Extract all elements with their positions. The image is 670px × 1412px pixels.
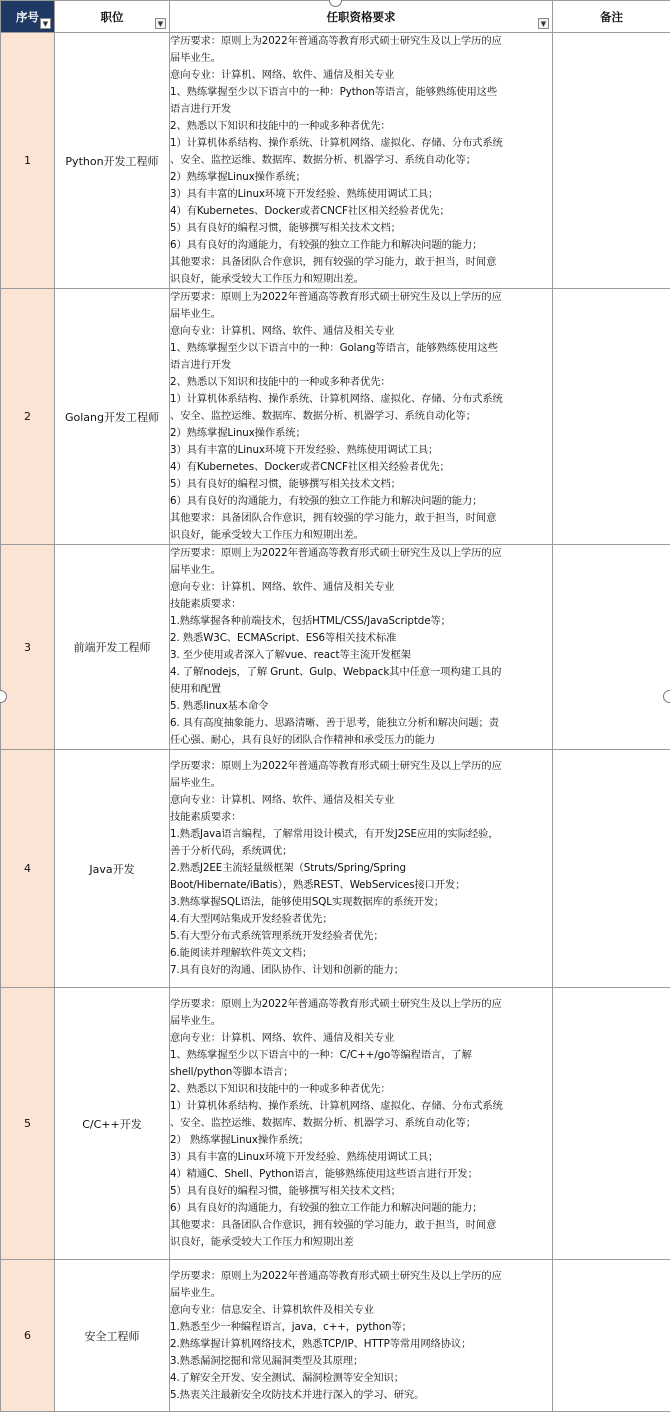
requirement-line: 6.能阅读并理解软件英文文档； — [170, 945, 552, 962]
requirement-line: 1、熟练掌握至少以下语言中的一种：Golang等语言，能够熟练使用这些 — [170, 340, 552, 357]
requirement-line: 识良好，能承受较大工作压力和短期出差。 — [170, 271, 552, 288]
cell-seq[interactable]: 5 — [1, 988, 55, 1260]
table-row — [1, 750, 670, 988]
cell-notes[interactable] — [553, 545, 670, 750]
requirement-line: 意向专业：信息安全、计算机软件及相关专业 — [170, 1302, 552, 1319]
requirement-line: 1、熟练掌握至少以下语言中的一种：C/C++/go等编程语言，了解 — [170, 1047, 552, 1064]
cell-requirements[interactable] — [170, 1260, 553, 1412]
requirement-line: 1、熟练掌握至少以下语言中的一种：Python等语言，能够熟练使用这些 — [170, 84, 552, 101]
requirement-line: 3）具有丰富的Linux环境下开发经验、熟练使用调试工具； — [170, 1149, 552, 1166]
requirement-line: 学历要求：原则上为2022年普通高等教育形式硕士研究生及以上学历的应 — [170, 289, 552, 306]
requirement-line: 6）具有良好的沟通能力，有较强的独立工作能力和解决问题的能力； — [170, 237, 552, 254]
requirement-line: 其他要求：具备团队合作意识，拥有较强的学习能力，敢于担当，时间意 — [170, 254, 552, 271]
filter-dropdown-icon[interactable]: ▼ — [538, 18, 549, 29]
cell-position[interactable]: Java开发 — [55, 750, 170, 988]
requirement-line: 学历要求：原则上为2022年普通高等教育形式硕士研究生及以上学历的应 — [170, 1268, 552, 1285]
requirement-line: 学历要求：原则上为2022年普通高等教育形式硕士研究生及以上学历的应 — [170, 545, 552, 562]
cell-notes[interactable] — [553, 1260, 670, 1412]
requirement-line: 2.熟悉J2EE主流轻量级框架（Struts/Spring/Spring — [170, 860, 552, 877]
header-seq-label: 序号 — [16, 10, 39, 24]
requirement-line: 2.熟练掌握计算机网络技术，熟悉TCP/IP、HTTP等常用网络协议； — [170, 1336, 552, 1353]
table-row — [1, 988, 670, 1260]
cell-notes[interactable] — [553, 988, 670, 1260]
requirement-line: 4）精通C、Shell、Python语言，能够熟练使用这些语言进行开发； — [170, 1166, 552, 1183]
cell-seq[interactable]: 4 — [1, 750, 55, 988]
cell-requirements[interactable] — [170, 289, 553, 545]
requirement-line: 识良好，能承受较大工作压力和短期出差 — [170, 1234, 552, 1251]
requirement-line: 5）具有良好的编程习惯，能够撰写相关技术文档； — [170, 220, 552, 237]
requirement-line: 3）具有丰富的Linux环境下开发经验、熟练使用调试工具； — [170, 442, 552, 459]
filter-dropdown-icon[interactable]: ▼ — [155, 18, 166, 29]
requirement-line: 6）具有良好的沟通能力，有较强的独立工作能力和解决问题的能力； — [170, 1200, 552, 1217]
requirement-line: 、安全、监控运维、数据库、数据分析、机器学习、系统自动化等； — [170, 1115, 552, 1132]
requirement-line: 语言进行开发 — [170, 357, 552, 374]
requirement-line: 届毕业生。 — [170, 50, 552, 67]
requirement-line: 4.有大型网站集成开发经验者优先； — [170, 911, 552, 928]
requirement-line: 5. 熟悉linux基本命令 — [170, 698, 552, 715]
requirement-line: 其他要求：具备团队合作意识，拥有较强的学习能力，敢于担当，时间意 — [170, 1217, 552, 1234]
requirement-line: 届毕业生。 — [170, 1013, 552, 1030]
table-row — [1, 33, 670, 289]
requirement-line: 2）熟练掌握Linux操作系统； — [170, 425, 552, 442]
cell-requirements[interactable] — [170, 33, 553, 289]
header-seq[interactable] — [1, 1, 55, 33]
requirement-line: 语言进行开发 — [170, 101, 552, 118]
requirement-line: 6）具有良好的沟通能力，有较强的独立工作能力和解决问题的能力； — [170, 493, 552, 510]
right-resize-handle[interactable] — [663, 690, 670, 703]
requirement-line: shell/python等脚本语言； — [170, 1064, 552, 1081]
requirement-line: 2、熟悉以下知识和技能中的一种或多种者优先： — [170, 118, 552, 135]
table-row — [1, 289, 670, 545]
requirement-line: 7.具有良好的沟通、团队协作、计划和创新的能力； — [170, 962, 552, 979]
cell-position[interactable]: C/C++开发 — [55, 988, 170, 1260]
requirement-line: 6. 具有高度抽象能力、思路清晰、善于思考，能独立分析和解决问题；责 — [170, 715, 552, 732]
requirement-line: 2、熟悉以下知识和技能中的一种或多种者优先： — [170, 1081, 552, 1098]
table-row — [1, 1260, 670, 1412]
requirement-line: 4.了解安全开发、安全测试、漏洞检测等安全知识； — [170, 1370, 552, 1387]
cell-requirements[interactable] — [170, 750, 553, 988]
requirement-line: 4）有Kubernetes、Docker或者CNCF社区相关经验者优先； — [170, 203, 552, 220]
requirement-line: 其他要求：具备团队合作意识，拥有较强的学习能力，敢于担当，时间意 — [170, 510, 552, 527]
cell-position[interactable]: Golang开发工程师 — [55, 289, 170, 545]
requirement-line: 1.熟悉Java语言编程，了解常用设计模式，有开发J2SE应用的实际经验， — [170, 826, 552, 843]
requirement-line: Boot/Hibernate/iBatis），熟悉REST、WebServices接口开发； — [170, 877, 552, 894]
cell-notes[interactable] — [553, 33, 670, 289]
requirement-line: 善于分析代码，系统调优； — [170, 843, 552, 860]
requirement-line: 1.熟悉至少一种编程语言，java，c++，python等； — [170, 1319, 552, 1336]
cell-notes[interactable] — [553, 289, 670, 545]
requirement-line: 技能素质要求： — [170, 596, 552, 613]
cell-position[interactable]: 安全工程师 — [55, 1260, 170, 1412]
requirement-line: 3. 至少使用或者深入了解vue、react等主流开发框架 — [170, 647, 552, 664]
requirement-line: 届毕业生。 — [170, 775, 552, 792]
requirement-line: 届毕业生。 — [170, 562, 552, 579]
filter-dropdown-icon[interactable]: ▼ — [40, 18, 51, 29]
requirement-line: 5）具有良好的编程习惯，能够撰写相关技术文档； — [170, 1183, 552, 1200]
requirement-line: 5.有大型分布式系统管理系统开发经验者优先； — [170, 928, 552, 945]
cell-position[interactable]: 前端开发工程师 — [55, 545, 170, 750]
cell-requirements[interactable] — [170, 545, 553, 750]
requirement-line: 4. 了解nodejs，了解 Grunt、Gulp、Webpack其中任意一项构建工具的 — [170, 664, 552, 681]
requirement-line: 1）计算机体系结构、操作系统、计算机网络、虚拟化、存储、分布式系统 — [170, 135, 552, 152]
table-row — [1, 545, 670, 750]
requirement-line: 识良好，能承受较大工作压力和短期出差。 — [170, 527, 552, 544]
requirement-line: 1.熟练掌握各种前端技术，包括HTML/CSS/JavaScriptde等； — [170, 613, 552, 630]
cell-seq[interactable]: 1 — [1, 33, 55, 289]
requirement-line: 意向专业：计算机、网络、软件、通信及相关专业 — [170, 579, 552, 596]
requirement-line: 届毕业生。 — [170, 1285, 552, 1302]
requirement-line: 届毕业生。 — [170, 306, 552, 323]
requirement-line: 学历要求：原则上为2022年普通高等教育形式硕士研究生及以上学历的应 — [170, 33, 552, 50]
requirement-line: 2）熟练掌握Linux操作系统； — [170, 169, 552, 186]
requirement-line: 意向专业：计算机、网络、软件、通信及相关专业 — [170, 792, 552, 809]
requirement-line: 学历要求：原则上为2022年普通高等教育形式硕士研究生及以上学历的应 — [170, 996, 552, 1013]
requirement-line: 意向专业：计算机、网络、软件、通信及相关专业 — [170, 1030, 552, 1047]
requirement-line: 任心强、耐心，具有良好的团队合作精神和承受压力的能力 — [170, 732, 552, 749]
cell-position[interactable]: Python开发工程师 — [55, 33, 170, 289]
requirement-line: 技能素质要求： — [170, 809, 552, 826]
requirement-line: 学历要求：原则上为2022年普通高等教育形式硕士研究生及以上学历的应 — [170, 758, 552, 775]
requirement-line: 1）计算机体系结构、操作系统、计算机网络、虚拟化、存储、分布式系统 — [170, 391, 552, 408]
requirement-line: 、安全、监控运维、数据库、数据分析、机器学习、系统自动化等； — [170, 408, 552, 425]
header-notes-label: 备注 — [600, 10, 623, 24]
cell-seq[interactable]: 6 — [1, 1260, 55, 1412]
cell-notes[interactable] — [553, 750, 670, 988]
requirement-line: 5）具有良好的编程习惯，能够撰写相关技术文档； — [170, 476, 552, 493]
requirement-line: 2） 熟练掌握Linux操作系统； — [170, 1132, 552, 1149]
requirement-line: 5.热衷关注最新安全攻防技术并进行深入的学习、研究。 — [170, 1387, 552, 1404]
requirement-line: 意向专业：计算机、网络、软件、通信及相关专业 — [170, 67, 552, 84]
requirement-line: 3）具有丰富的Linux环境下开发经验、熟练使用调试工具； — [170, 186, 552, 203]
header-notes[interactable] — [553, 1, 670, 33]
requirement-line: 2. 熟悉W3C、ECMAScript、ES6等相关技术标准 — [170, 630, 552, 647]
cell-seq[interactable]: 3 — [1, 545, 55, 750]
requirement-line: 4）有Kubernetes、Docker或者CNCF社区相关经验者优先； — [170, 459, 552, 476]
requirement-line: 3.熟练掌握SQL语法，能够使用SQL实现数据库的系统开发； — [170, 894, 552, 911]
cell-seq[interactable]: 2 — [1, 289, 55, 545]
header-position[interactable] — [55, 1, 170, 33]
header-requirements[interactable] — [170, 1, 553, 33]
requirement-line: 1）计算机体系结构、操作系统、计算机网络、虚拟化、存储、分布式系统 — [170, 1098, 552, 1115]
requirement-line: 意向专业：计算机、网络、软件、通信及相关专业 — [170, 323, 552, 340]
requirement-line: 使用和配置 — [170, 681, 552, 698]
cell-requirements[interactable] — [170, 988, 553, 1260]
header-requirements-label: 任职资格要求 — [327, 10, 396, 24]
requirement-line: 3.熟悉漏洞挖掘和常见漏洞类型及其原理； — [170, 1353, 552, 1370]
requirement-line: 、安全、监控运维、数据库、数据分析、机器学习、系统自动化等； — [170, 152, 552, 169]
header-position-label: 职位 — [101, 10, 124, 24]
requirement-line: 2、熟悉以下知识和技能中的一种或多种者优先： — [170, 374, 552, 391]
